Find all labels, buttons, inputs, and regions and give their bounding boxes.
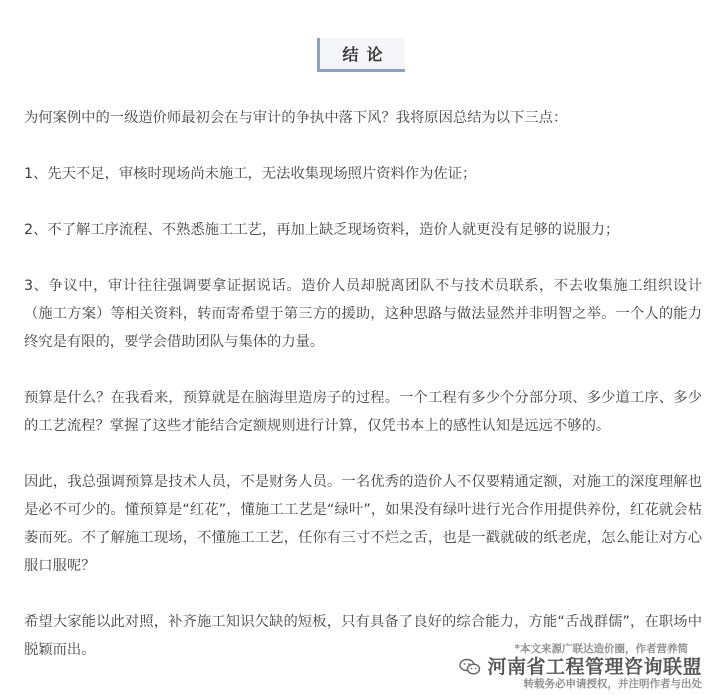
paragraph-point-2: 2、不了解工序流程、不熟悉施工工艺，再加上缺乏现场资料，造价人就更没有足够的说服力； xyxy=(24,222,620,238)
watermark-notice: 转载务必申请授权，并注明作者与出处 xyxy=(523,678,702,690)
paragraph-point-3: 3、争议中，审计往往强调要拿证据说话。造价人员却脱离团队不与技术员联系，不去收集施工组织设计（施工方案）等相关资料，转而寄希望于第三方的援助，这种思路与做法显然并非明智之举。一个人的能力终究是有限的，要学会借助团队与集体的力量。 xyxy=(24,278,702,350)
paragraph-budget: 预算是什么？在我看来，预算就是在脑海里造房子的过程。一个工程有多少个分部分项、多少道工序、多少的工艺流程？掌握了这些才能结合定额规则进行计算，仅凭书本上的感性认知是远远不够的。 xyxy=(24,390,702,434)
wechat-icon xyxy=(459,658,481,676)
watermark-brand: 河南省工程管理咨询联盟 xyxy=(487,656,702,678)
watermark-brand-row xyxy=(459,656,702,678)
article-body xyxy=(24,104,702,692)
watermark xyxy=(459,643,702,691)
paragraph-intro: 为何案例中的一级造价师最初会在与审计的争执中落下风？我将原因总结为以下三点： xyxy=(24,110,568,126)
section-title: 结论 xyxy=(317,38,405,72)
paragraph-therefore: 因此，我总强调预算是技术人员，不是财务人员。一名优秀的造价人不仅要精通定额，对施工的深度理解也是必不可少的。懂预算是“红花”，懂施工工艺是“绿叶”，如果没有绿叶进行光合作用提供养份，红花就会枯萎而死。不了解施工现场，不懂施工工艺，任你有三寸不烂之舌，也是一戳就破的纸老虎，怎么能让对方心服口服呢？ xyxy=(24,474,702,574)
paragraph-point-1: 1、先天不足，审核时现场尚未施工，无法收集现场照片资料作为佐证； xyxy=(24,166,477,182)
title-container xyxy=(0,38,722,72)
paragraph-conclusion: 希望大家能以此对照，补齐施工知识欠缺的短板，只有具备了良好的综合能力，方能“舌战群儒”，在职场中脱颖而出。 xyxy=(24,614,702,658)
watermark-source: *本文来源广联达造价圈，作者营养简 xyxy=(514,643,688,655)
